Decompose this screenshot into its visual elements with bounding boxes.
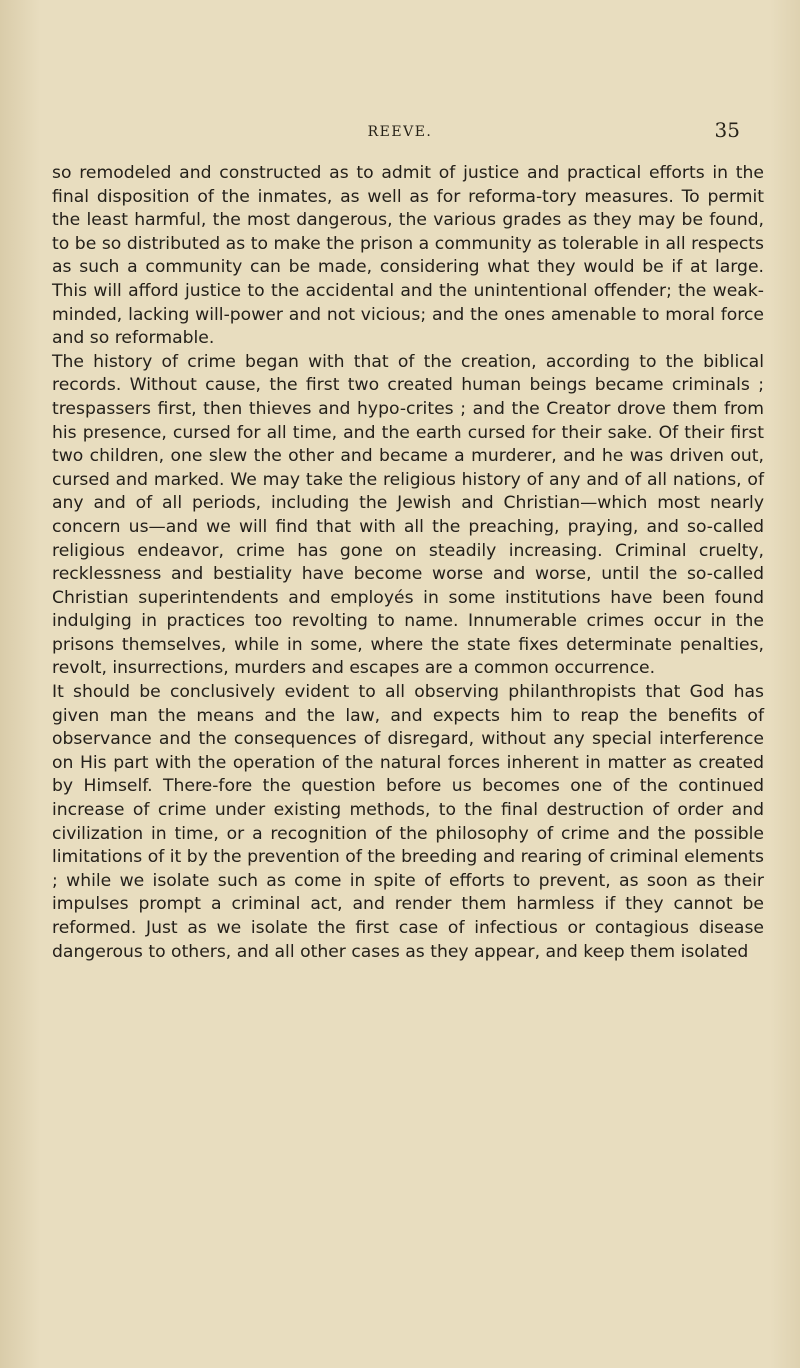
running-head: REEVE. [367,124,433,140]
paragraph: It should be conclusively evident to all observing philanthropists that God has given man the means and the law, and expects him to reap the benefits of observance and the consequences of disregard, without any special interference on His part with the operation of the natural forces inherent in matter as created by Himself. There-fore the question before us becomes one of the continued increase of crime under existing methods, to the final destruction of order and civilization in time, or a recognition of the philosophy of crime and the possible limitations of it by the prevention of the breeding and rearing of criminal elements ; while we isolate such as come in spite of efforts to prevent, as soon as their impulses prompt a criminal act, and render them harmless if they cannot be reformed. Just as we isolate the first case of infectious or contagious disease dangerous to others, and all other cases as they appear, and keep them isolated [52,682,764,962]
paragraph: The history of crime began with that of the creation, according to the biblical records. Without cause, the first two created human beings became criminals ; trespassers first, then thieves and hypo-crites ; and the Creator drove them from his presence, cursed for all time, and the earth cursed for their sake. Of their first two children, one slew the other and became a murderer, and he was driven out, cursed and marked. We may take the religious history of any and of all nations, of any and of all periods, including the Jewish and Christian—which most nearly concern us—and we will find that with all the preaching, praying, and so-called religious endeavor, crime has gone on steadily increasing. Criminal cruelty, recklessness and bestiality have become worse and worse, until the so-called Christian superintendents and employés in some institutions have been found indulging in practices too revolting to name. Innumerable crimes occur in the prisons themselves, while in some, where the state fixes determinate penalties, revolt, insurrections, murders and escapes are a common occurrence. [52,351,764,679]
page-number: 35 [714,118,740,142]
page-header [0,118,800,148]
paragraph: so remodeled and constructed as to admit of justice and practical efforts in the final disposition of the inmates, as well as for reforma-tory measures. To permit the least harmful, the most dangerous, the various grades as they may be found, to be so distributed as to make the prison a community as tolerable in all respects as such a community can be made, considering what they would be if at large. This will afford justice to the accidental and the unintentional offender; the weak-minded, lacking will-power and not vicious; and the ones amenable to moral force and so reformable. [52,163,764,349]
body-text [52,162,764,964]
